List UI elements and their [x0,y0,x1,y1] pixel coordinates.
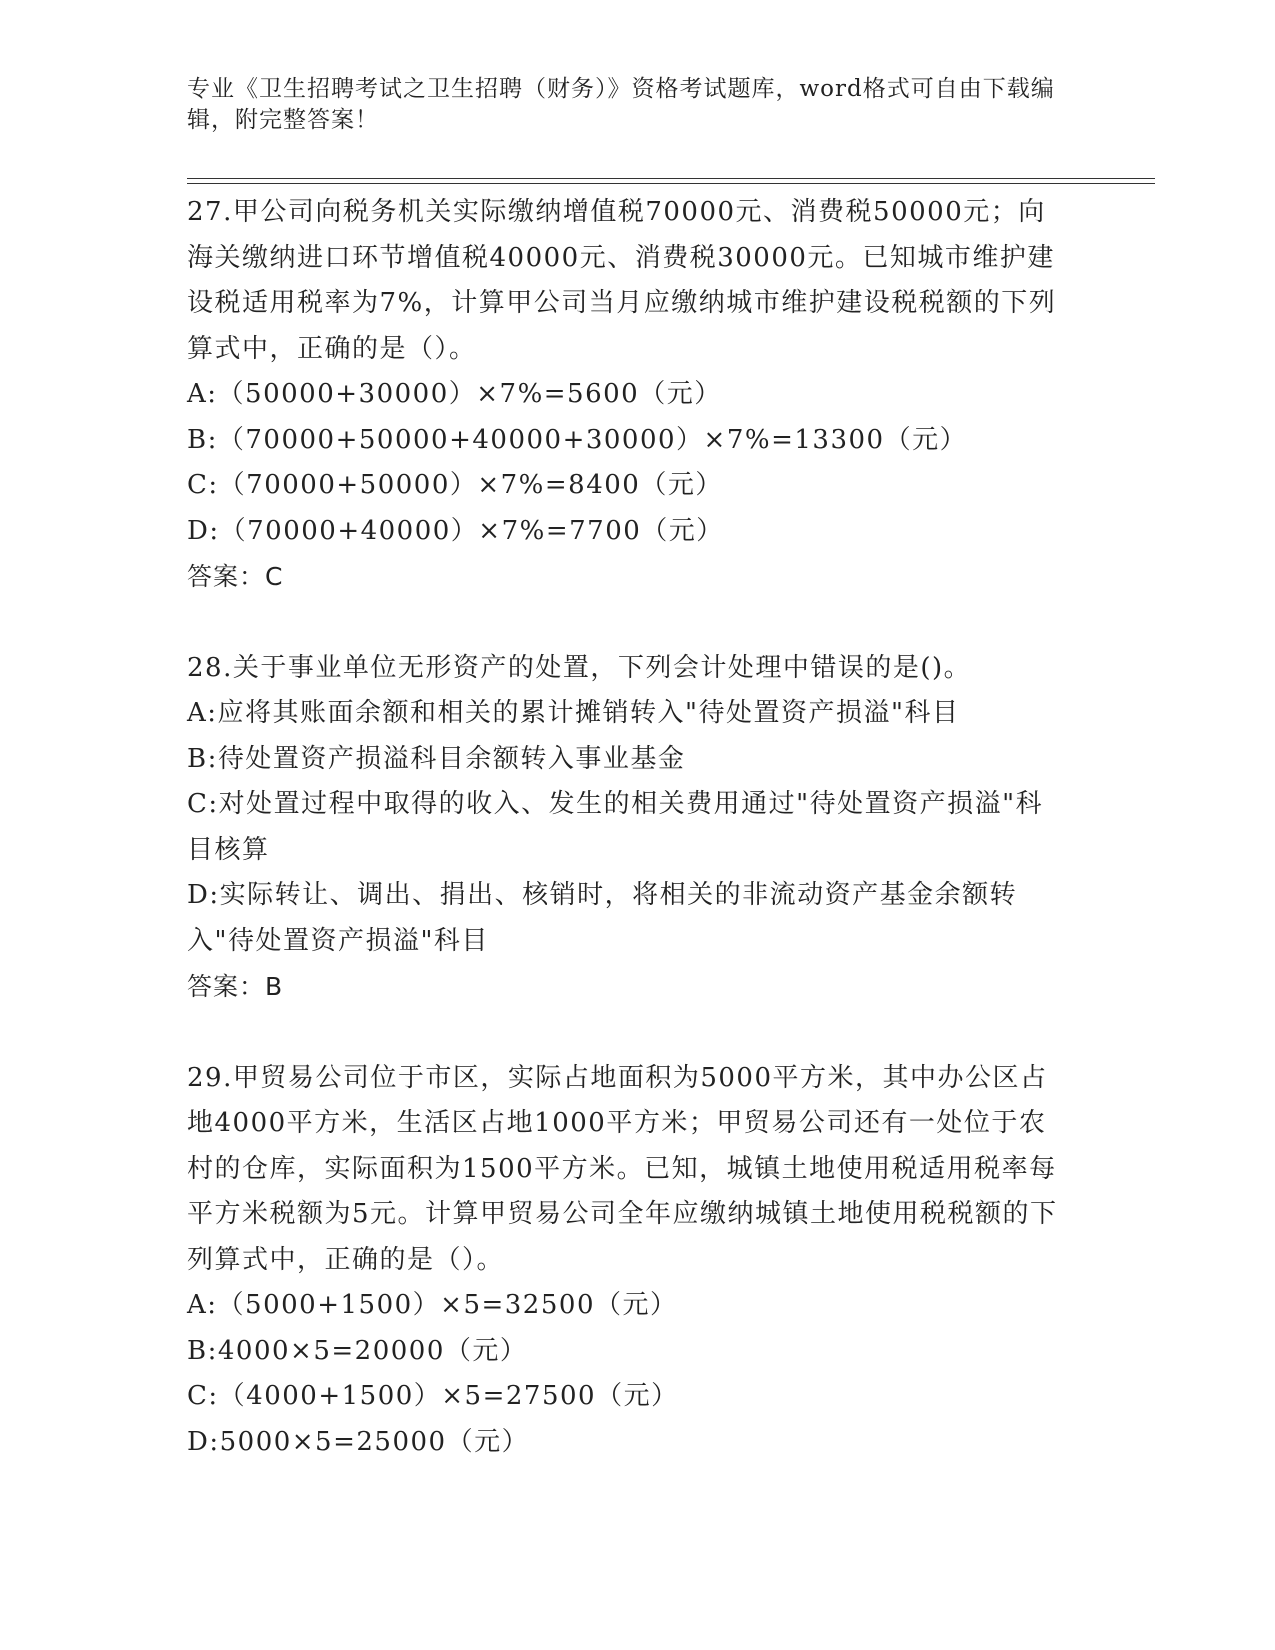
answer: 答案：C [187,562,284,591]
option-d: D:实际转让、调出、捐出、核销时，将相关的非流动资产基金余额转入"待处置资产损溢"科目 [187,880,1018,956]
page-header: 专业《卫生招聘考试之卫生招聘（财务）》资格考试题库，word格式可自由下载编辑，附完整答案！ [187,76,1055,133]
option-c: C:（70000+50000）×7%=8400（元） [187,470,723,500]
option-c: C:（4000+1500）×5=27500（元） [187,1381,679,1411]
option-a: A:应将其账面余额和相关的累计摊销转入"待处置资产损溢"科目 [187,698,960,728]
question-29 [187,1056,1067,1466]
question-text: 28.关于事业单位无形资产的处置，下列会计处理中错误的是()。 [187,652,972,683]
question-list [187,190,1067,1465]
option-b: B:（70000+50000+40000+30000）×7%=13300（元） [187,424,968,455]
answer: 答案：B [187,972,284,1001]
option-b: B:待处置资产损溢科目余额转入事业基金 [187,743,686,774]
question-text: 29.甲贸易公司位于市区，实际占地面积为5000平方米，其中办公区占地4000平方米，生活区占地1000平方米；甲贸易公司还有一处位于农村的仓库，实际面积为1500平方米。已知，城镇土地使用税适用税率每平方米税额为5元。计算甲贸易公司全年应缴纳城镇土地使用税税额的下列算式中，正确的是（）。 [187,1062,1058,1275]
option-a: A:（5000+1500）×5=32500（元） [187,1290,678,1320]
option-d: D:5000×5=25000（元） [187,1426,530,1457]
question-spacer [187,1010,1067,1056]
question-28 [187,646,1067,1010]
option-c: C:对处置过程中取得的收入、发生的相关费用通过"待处置资产损溢"科目核算 [187,789,1044,865]
option-a: A:（50000+30000）×7%=5600（元） [187,379,722,409]
question-spacer [187,600,1067,646]
question-text: 27.甲公司向税务机关实际缴纳增值税70000元、消费税50000元；向海关缴纳进口环节增值税40000元、消费税30000元。已知城市维护建设税适用税率为7%，计算甲公司当月应缴纳城市维护建设税税额的下列算式中，正确的是（）。 [187,197,1057,364]
question-27 [187,190,1067,600]
option-b: B:4000×5=20000（元） [187,1335,528,1366]
option-d: D:（70000+40000）×7%=7700（元） [187,515,724,546]
header-divider [187,178,1155,179]
header-divider-double [187,183,1155,184]
